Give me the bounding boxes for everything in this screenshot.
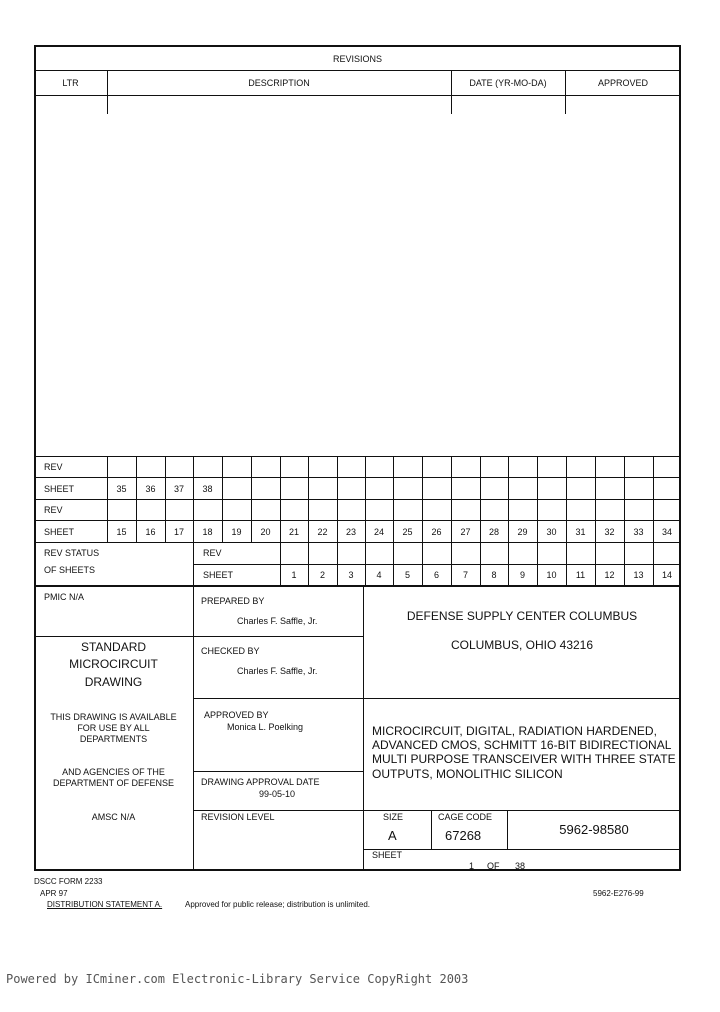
sheet-number-cell: 32 xyxy=(604,527,615,537)
form-date: APR 97 xyxy=(40,889,68,898)
availability-line: THIS DRAWING IS AVAILABLE xyxy=(50,712,177,722)
approved-header: APPROVED xyxy=(597,78,648,88)
cage-code-label: CAGE CODE xyxy=(438,812,493,822)
sheet-number-cell: 23 xyxy=(345,527,356,537)
rev-label: REV xyxy=(44,505,63,515)
divider xyxy=(193,810,363,811)
sheet-number-cell: 1 xyxy=(291,570,297,580)
divider xyxy=(193,698,363,699)
sheet-number-cell: 5 xyxy=(404,570,410,580)
divider xyxy=(193,542,194,871)
divider xyxy=(363,810,681,811)
divider xyxy=(34,585,681,587)
sheet-number-cell: 21 xyxy=(288,527,299,537)
sheet-number-cell: 10 xyxy=(546,570,557,580)
sheet-label: SHEET xyxy=(44,527,75,537)
sheet-number-cell: 9 xyxy=(519,570,525,580)
divider xyxy=(193,564,681,565)
size-value: A xyxy=(388,828,397,843)
watermark: Powered by ICminer.com Electronic-Library Service CopyRight 2003 xyxy=(6,972,469,986)
sheet-total: 38 xyxy=(515,861,526,871)
divider xyxy=(363,585,364,871)
divider xyxy=(34,636,193,637)
divider xyxy=(34,542,681,543)
of-label: OF xyxy=(487,861,500,871)
sheet-number-cell: 31 xyxy=(575,527,586,537)
description-line: MICROCIRCUIT, DIGITAL, RADIATION HARDENED, xyxy=(372,724,657,738)
rev-label: REV xyxy=(44,462,63,472)
divider xyxy=(34,95,681,96)
agencies-line: AND AGENCIES OF THE xyxy=(62,767,165,777)
sheet-number-cell: 25 xyxy=(402,527,413,537)
sheet-number-cell: 11 xyxy=(575,570,586,580)
doc-code: 5962-E276-99 xyxy=(593,889,644,898)
sheet-number-cell: 24 xyxy=(373,527,384,537)
ltr-header: LTR xyxy=(62,78,79,88)
sheet-number-cell: 28 xyxy=(488,527,499,537)
approved-by-label: APPROVED BY xyxy=(204,710,269,720)
description-line: ADVANCED CMOS, SCHMITT 16-BIT BIDIRECTIONAL xyxy=(372,738,672,752)
availability-line: DEPARTMENTS xyxy=(79,734,148,744)
size-label: SIZE xyxy=(383,812,404,822)
description-header: DESCRIPTION xyxy=(248,78,310,88)
divider xyxy=(34,70,681,71)
prepared-by-label: PREPARED BY xyxy=(201,596,265,606)
sheet-label: SHEET xyxy=(203,570,234,580)
sheet-number-cell: 18 xyxy=(202,527,213,537)
sheet-number-cell: 27 xyxy=(460,527,471,537)
divider xyxy=(34,477,681,478)
sheet-number-cell: 15 xyxy=(116,527,127,537)
sheet-number-cell: 22 xyxy=(317,527,328,537)
divider xyxy=(363,849,681,850)
sheet-number-cell: 13 xyxy=(633,570,644,580)
drawing-number: 5962-98580 xyxy=(559,822,629,837)
amsc-text: AMSC N/A xyxy=(91,812,136,822)
sheet-number-cell: 26 xyxy=(431,527,442,537)
sheet-number-cell: 38 xyxy=(202,484,213,494)
divider xyxy=(34,520,681,521)
sheet-number: 1 xyxy=(469,861,475,871)
description-line: MULTI PURPOSE TRANSCEIVER WITH THREE STATE xyxy=(372,752,676,766)
sheet-number-cell: 34 xyxy=(661,527,672,537)
approval-date-label: DRAWING APPROVAL DATE xyxy=(201,777,320,787)
sheet-number-cell: 29 xyxy=(517,527,528,537)
approval-date: 99-05-10 xyxy=(259,789,296,799)
sheet-number-cell: 17 xyxy=(173,527,184,537)
divider xyxy=(34,456,681,457)
availability-line: FOR USE BY ALL xyxy=(77,723,150,733)
sheet-label: SHEET xyxy=(372,850,403,860)
divider xyxy=(34,499,681,500)
divider xyxy=(431,810,432,849)
revision-level-label: REVISION LEVEL xyxy=(201,812,275,822)
agencies-line: DEPARTMENT OF DEFENSE xyxy=(52,778,175,788)
checked-by-label: CHECKED BY xyxy=(201,646,260,656)
of-sheets-label: OF SHEETS xyxy=(44,565,96,575)
date-header: DATE (YR-MO-DA) xyxy=(469,78,547,88)
rev-status-label: REV STATUS xyxy=(44,548,100,558)
sheet-number-cell: 20 xyxy=(260,527,271,537)
sheet-number-cell: 4 xyxy=(376,570,382,580)
sheet-number-cell: 2 xyxy=(319,570,325,580)
pmic-text: PMIC N/A xyxy=(44,592,85,602)
prepared-by-name: Charles F. Saffle, Jr. xyxy=(237,616,318,626)
sheet-number-cell: 3 xyxy=(348,570,354,580)
distribution-label: DISTRIBUTION STATEMENT A. xyxy=(47,900,163,909)
distribution-text: Approved for public release; distribution is unlimited. xyxy=(185,900,370,909)
sheet-number-cell: 7 xyxy=(462,570,468,580)
standard-title-line: MICROCIRCUIT xyxy=(69,657,158,671)
sheet-number-cell: 36 xyxy=(145,484,156,494)
sheet-number-cell: 16 xyxy=(145,527,156,537)
sheet-number-cell: 33 xyxy=(633,527,644,537)
sheet-number-cell: 14 xyxy=(661,570,672,580)
sheet-number-cell: 8 xyxy=(491,570,497,580)
sheet-number-cell: 35 xyxy=(116,484,127,494)
sheet-number-cell: 37 xyxy=(173,484,184,494)
revisions-title: REVISIONS xyxy=(332,54,382,64)
sheet-label: SHEET xyxy=(44,484,75,494)
rev-label: REV xyxy=(203,548,222,558)
description-line: OUTPUTS, MONOLITHIC SILICON xyxy=(372,767,563,781)
form-number: DSCC FORM 2233 xyxy=(34,877,103,886)
divider xyxy=(565,70,566,114)
sheet-number-cell: 6 xyxy=(433,570,439,580)
sheet-number-cell: 30 xyxy=(546,527,557,537)
divider xyxy=(451,70,452,114)
divider xyxy=(107,70,108,114)
approved-by-name: Monica L. Poelking xyxy=(227,722,304,732)
divider xyxy=(363,698,681,699)
agency-city: COLUMBUS, OHIO 43216 xyxy=(450,638,594,652)
cage-code: 67268 xyxy=(445,828,482,843)
agency-name: DEFENSE SUPPLY CENTER COLUMBUS xyxy=(406,609,638,623)
divider xyxy=(193,636,363,637)
divider xyxy=(193,771,363,772)
standard-title-line: STANDARD xyxy=(80,640,147,654)
sheet-number-cell: 19 xyxy=(231,527,242,537)
sheet-number-cell: 12 xyxy=(604,570,615,580)
checked-by-name: Charles F. Saffle, Jr. xyxy=(237,666,318,676)
standard-title-line: DRAWING xyxy=(84,675,143,689)
